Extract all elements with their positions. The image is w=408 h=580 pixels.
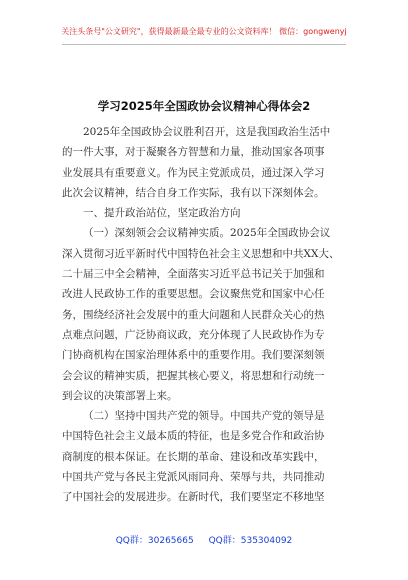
body-line: （一）深刻领会会议精神实质。2025年全国政协会议	[83, 227, 331, 240]
body-line: （二）坚持中国共产党的领导。中国共产党的领导是	[83, 410, 325, 423]
document-body	[62, 122, 346, 508]
document-title: 学习2025年全国政协会议精神心得体会2	[97, 99, 311, 113]
body-line: 的一件大事，对于凝聚各方智慧和力量，推动国家各项事	[62, 146, 325, 159]
header-promo-note: 关注头条号"公文研究"，获得最新最全最专业的公文资料库！ 微信：gongwenyj	[61, 27, 347, 36]
body-line: 2025年全国政协会议胜利召开，这是我国政治生活中	[83, 126, 331, 138]
body-line: 二十届三中全会精神，全面落实习近平总书记关于加强和	[62, 268, 325, 281]
body-line: 业发展具有重要意义。作为民主党派成员，通过深入学习	[62, 166, 325, 179]
body-line: 到会议的决策部署上来。	[62, 389, 178, 402]
body-line: 商制度的根本保证。在长期的革命、建设和改革实践中，	[62, 450, 325, 463]
body-line: 务，围绕经济社会发展中的重大问题和人民群众关心的热	[62, 308, 325, 321]
body-line: 门协商机构在国家治理体系中的重要作用。我们要深刻领	[62, 349, 325, 362]
body-line: 点难点问题，广泛协商议政，充分体现了人民政协作为专	[62, 328, 325, 341]
body-line: 了中国社会的发展进步。在新时代，我们要坚定不移地坚	[62, 491, 325, 504]
body-line: 一、提升政治站位，坚定政治方向	[83, 207, 241, 220]
header-divider	[62, 44, 346, 45]
body-line: 改进人民政协工作的重要思想。会议聚焦党和国家中心任	[62, 288, 325, 301]
body-line: 中国共产党与各民主党派风雨同舟、荣辱与共，共同推动	[62, 471, 325, 484]
body-line: 深入贯彻习近平新时代中国特色社会主义思想和中共XX大、	[62, 247, 340, 260]
footer-qq-group-2: QQ群：535304092	[208, 536, 293, 546]
footer-qq-group-1: QQ群：30265665	[115, 536, 194, 546]
footer-contact	[0, 533, 408, 546]
body-line: 此次会议精神，结合自身工作实际，我有以下深刻体会。	[62, 186, 325, 199]
body-line: 中国特色社会主义最本质的特征，也是多党合作和政治协	[62, 430, 325, 443]
body-line: 会会议的精神实质，把握其核心要义，将思想和行动统一	[62, 369, 325, 382]
